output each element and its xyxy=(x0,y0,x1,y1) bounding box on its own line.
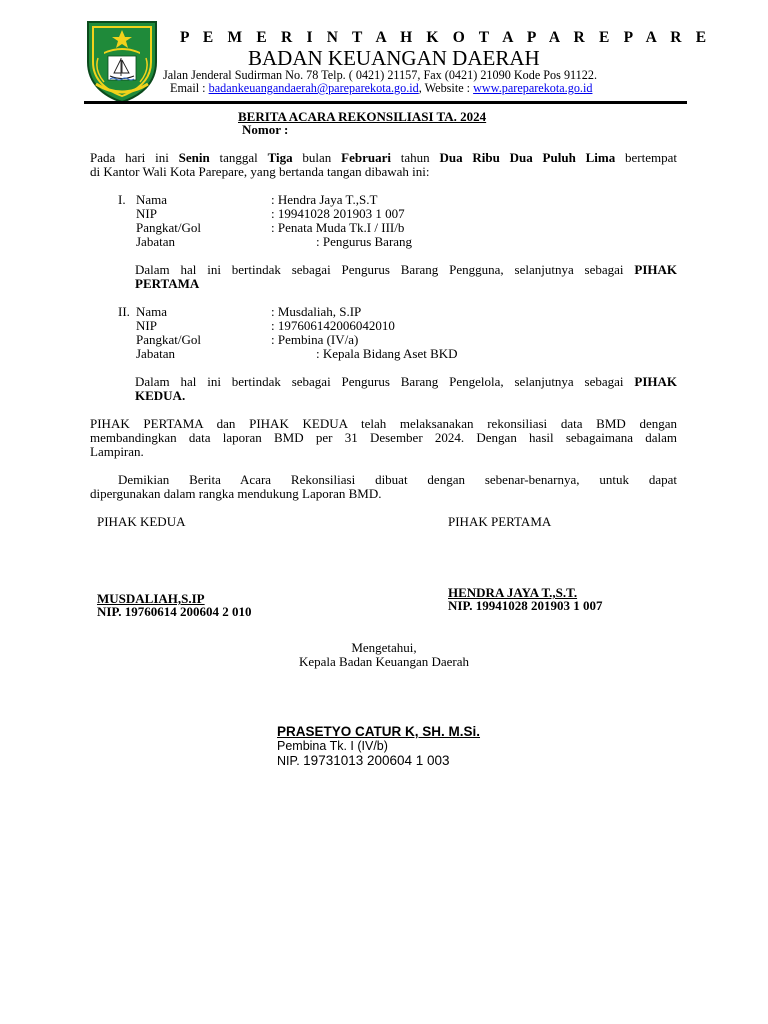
signatory-name-left: MUSDALIAH,S.IP xyxy=(97,591,205,606)
letterhead-divider xyxy=(84,101,687,104)
agency-address: Jalan Jenderal Sudirman No. 78 Telp. ( 0421) 21157, Fax (0421) 21090 Kode Pos 91122. xyxy=(163,68,598,82)
opening-date: Tiga xyxy=(267,150,293,165)
agency-name: BADAN KEUANGAN DAERAH xyxy=(248,46,540,70)
reconciliation-paragraph xyxy=(90,416,677,458)
role-party-name: PERTAMA xyxy=(135,276,200,291)
head-nip-value: 19731013 200604 1 003 xyxy=(303,753,450,768)
opening-text: bulan xyxy=(292,150,342,165)
signatory-name-right: HENDRA JAYA T.,S.T. xyxy=(448,585,578,600)
role-party-word: PIHAK xyxy=(634,262,677,277)
document-number-label: Nomor : xyxy=(242,122,289,137)
acknowledgement-label: Mengetahui, xyxy=(351,640,417,655)
head-name: PRASETYO CATUR K, SH. M.Si. xyxy=(277,724,481,739)
field-label-nama: Nama xyxy=(136,192,168,207)
opening-text: tahun xyxy=(390,150,440,165)
opening-text: bertempat xyxy=(615,150,677,165)
field-label-nip: NIP xyxy=(136,318,157,333)
field-value-nama: : Musdaliah, S.IP xyxy=(271,304,362,319)
party-numeral: II. xyxy=(118,304,130,319)
website-link[interactable]: www.pareparekota.go.id xyxy=(473,81,593,95)
role-sentence: Dalam hal ini bertindak sebagai Pengurus Barang Pengguna, selanjutnya sebagai xyxy=(135,262,635,277)
field-value-nip: : 19941028 201903 1 007 xyxy=(271,206,405,221)
role-party-name: KEDUA. xyxy=(135,388,186,403)
email-label: Email : xyxy=(170,81,209,95)
acknowledgement-title: Kepala Badan Keuangan Daerah xyxy=(299,654,469,669)
party-role-text xyxy=(135,262,677,278)
field-label-nama: Nama xyxy=(136,304,168,319)
signature-heading-right: PIHAK PERTAMA xyxy=(448,514,552,529)
signature-heading-left: PIHAK KEDUA xyxy=(97,514,186,529)
field-label-pangkat: Pangkat/Gol xyxy=(136,332,201,347)
closing-paragraph-line-2: dipergunakan dalam rangka mendukung Laporan BMD. xyxy=(90,486,382,501)
paragraph-line: membandingkan data laporan BMD per 31 Desember 2024. Dengan hasil sebagaimana dalam xyxy=(90,430,677,445)
head-nip xyxy=(277,752,450,770)
field-value-pangkat: : Penata Muda Tk.I / III/b xyxy=(271,220,405,235)
head-rank: Pembina Tk. I (IV/b) xyxy=(277,739,388,753)
role-sentence: Dalam hal ini bertindak sebagai Pengurus Barang Pengelola, selanjutnya sebagai xyxy=(135,374,635,389)
role-party-word: PIHAK xyxy=(634,374,677,389)
field-value-nip: : 197606142006042010 xyxy=(271,318,395,333)
field-label-jabatan: Jabatan xyxy=(136,234,175,249)
signatory-nip-right: NIP. 19941028 201903 1 007 xyxy=(448,598,603,613)
paragraph-line: PIHAK PERTAMA dan PIHAK KEDUA telah melaksanakan rekonsiliasi data BMD dengan xyxy=(90,416,677,431)
field-value-nama: : Hendra Jaya T.,S.T xyxy=(271,192,378,207)
field-label-jabatan: Jabatan xyxy=(136,346,175,361)
opening-text: tanggal xyxy=(209,150,268,165)
website-label: , Website : xyxy=(418,81,474,95)
opening-day: Senin xyxy=(178,150,210,165)
field-label-pangkat: Pangkat/Gol xyxy=(136,220,201,235)
parepare-coat-of-arms-icon xyxy=(84,18,160,104)
field-value-jabatan: : Pengurus Barang xyxy=(316,234,413,249)
paragraph-line: Lampiran. xyxy=(90,444,144,459)
paragraph-line: Demikian Berita Acara Rekonsiliasi dibuat dengan sebenar-benarnya, untuk dapat xyxy=(118,472,677,487)
head-nip-label: NIP. xyxy=(277,754,304,768)
field-value-jabatan: : Kepala Bidang Aset BKD xyxy=(316,346,458,361)
field-value-pangkat: : Pembina (IV/a) xyxy=(271,332,359,347)
signatory-nip-left: NIP. 19760614 200604 2 010 xyxy=(97,604,252,619)
opening-text: Pada hari ini xyxy=(90,150,179,165)
contact-line xyxy=(170,81,592,96)
document-title: BERITA ACARA REKONSILIASI TA. 2024 xyxy=(238,109,487,124)
party-numeral: I. xyxy=(118,192,126,207)
opening-line-2: di Kantor Wali Kota Parepare, yang bertanda tangan dibawah ini: xyxy=(90,164,430,179)
field-label-nip: NIP xyxy=(136,206,157,221)
opening-year: Dua Ribu Dua Puluh Lima xyxy=(439,150,616,165)
opening-month: Februari xyxy=(341,150,391,165)
email-link[interactable]: badankeuangandaerah@pareparekota.go.id xyxy=(208,81,419,95)
government-title: P E M E R I N T A H K O T A P A R E P A R E xyxy=(180,29,712,46)
party-role-text xyxy=(135,374,677,390)
